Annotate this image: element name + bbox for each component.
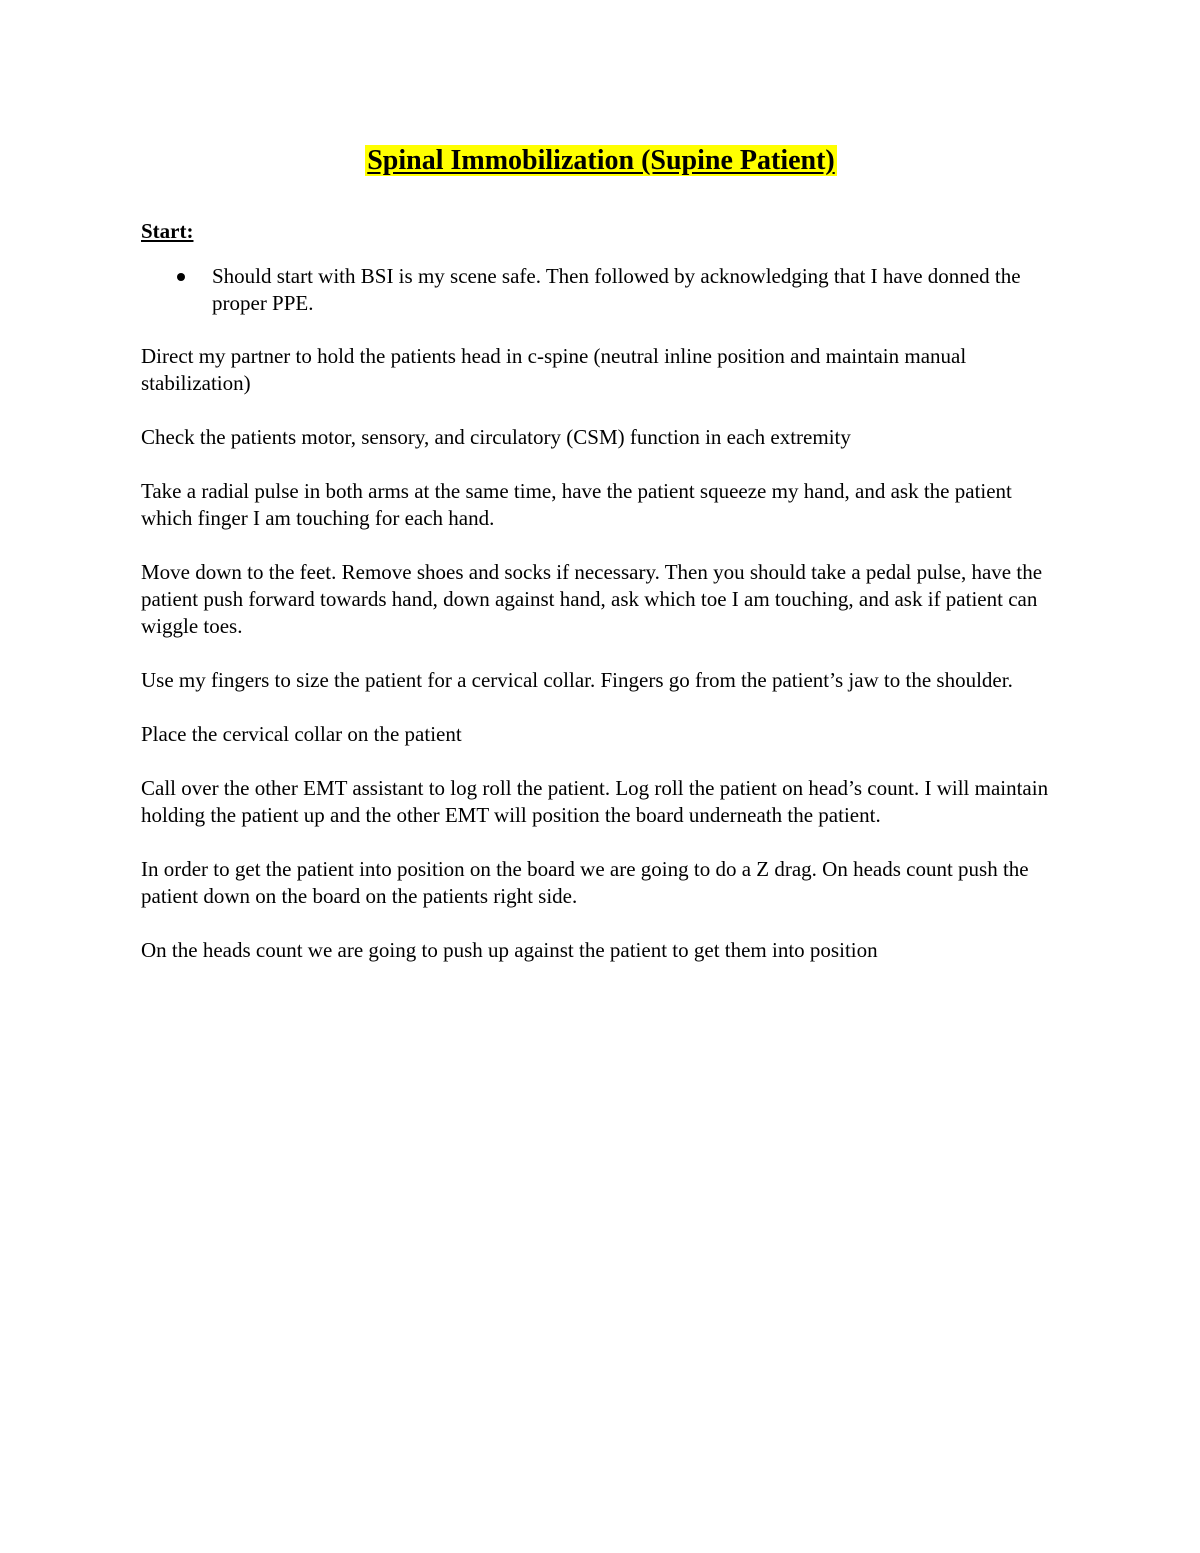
paragraph-place-collar: Place the cervical collar on the patient [141,722,462,746]
bullet-list [141,263,1061,317]
title-container [141,143,1061,179]
paragraph-z-drag: In order to get the patient into position on the board we are going to do a Z drag. On heads count push the patient down on the board on the patients right side. [141,857,1029,908]
document-title: Spinal Immobilization (Supine Patient) [367,145,835,176]
paragraph-check-csm: Check the patients motor, sensory, and circulatory (CSM) function in each extremity [141,425,851,449]
paragraph-radial-pulse: Take a radial pulse in both arms at the same time, have the patient squeeze my hand, and ask the patient which finger I am touching for each hand. [141,479,1012,530]
list-item [141,263,1061,317]
paragraph-log-roll: Call over the other EMT assistant to log roll the patient. Log roll the patient on head’s count. I will maintain holding the patient up and the other EMT will position the board underneath the patient. [141,776,1049,827]
paragraph-manual-stabilization: Direct my partner to hold the patients head in c-spine (neutral inline position and maintain manual stabilization) [141,344,967,395]
list-item-text: Should start with BSI is my scene safe. Then followed by acknowledging that I have donned the proper PPE. [212,264,1021,315]
paragraph-pedal-pulse: Move down to the feet. Remove shoes and socks if necessary. Then you should take a pedal pulse, have the patient push forward towards hand, down against hand, ask which toe I am touching, and ask if patient can wiggle toes. [141,560,1043,638]
section-heading-start: Start: [141,219,194,243]
paragraph-size-collar: Use my fingers to size the patient for a cervical collar. Fingers go from the patient’s jaw to the shoulder. [141,668,1013,692]
paragraph-push-up: On the heads count we are going to push up against the patient to get them into position [141,938,878,962]
document-body [141,143,1061,991]
bullet-icon [177,273,185,281]
